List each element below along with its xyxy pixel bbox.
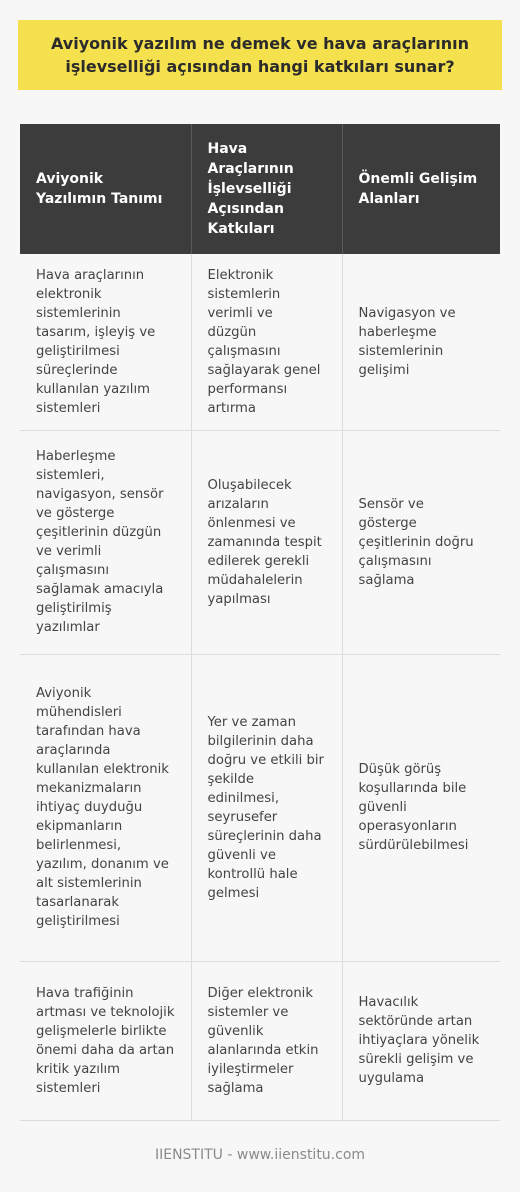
column-header-definition: Aviyonik Yazılımın Tanımı: [20, 124, 191, 254]
table-cell: Aviyonik mühendisleri tarafından hava araçlarında kullanılan elektronik mekanizmaların ihtiyaç duyduğu ekipmanların belirlenmesi, yazılım, donanım ve alt sistemlerinin tasarlanarak geliştirilmesi: [20, 654, 191, 961]
column-header-contributions: Hava Araçlarının İşlevselliği Açısından Katkıları: [191, 124, 342, 254]
comparison-table: [20, 124, 500, 1121]
table-cell: Elektronik sistemlerin verimli ve düzgün çalışmasını sağlayarak genel performansı artırma: [191, 254, 342, 430]
table-cell: Diğer elektronik sistemler ve güvenlik alanlarında etkin iyileştirmeler sağlama: [191, 961, 342, 1120]
table-cell: Oluşabilecek arızaların önlenmesi ve zamanında tespit edilerek gerekli müdahalelerin yapılması: [191, 430, 342, 654]
page-title: Aviyonik yazılım ne demek ve hava araçlarının işlevselliği açısından hangi katkıları sunar?: [18, 20, 502, 90]
table-cell: Havacılık sektöründe artan ihtiyaçlara yönelik sürekli gelişim ve uygulama: [342, 961, 500, 1120]
table-row: [20, 254, 500, 430]
table-cell: Navigasyon ve haberleşme sistemlerinin gelişimi: [342, 254, 500, 430]
table-header-row: [20, 124, 500, 254]
table-cell: Hava araçlarının elektronik sistemlerinin tasarım, işleyiş ve geliştirilmesi süreçlerinde kullanılan yazılım sistemleri: [20, 254, 191, 430]
footer-credit: IIENSTITU - www.iienstitu.com: [154, 1147, 366, 1163]
table-cell: Sensör ve gösterge çeşitlerinin doğru çalışmasını sağlama: [342, 430, 500, 654]
column-header-development-areas: Önemli Gelişim Alanları: [342, 124, 500, 254]
table-cell: Haberleşme sistemleri, navigasyon, sensör ve gösterge çeşitlerinin düzgün ve verimli çalışmasını sağlamak amacıyla geliştirilmiş yazılımlar: [20, 430, 191, 654]
table-cell: Yer ve zaman bilgilerinin daha doğru ve etkili bir şekilde edinilmesi, seyrusefer süreçlerinin daha güvenli ve kontrollü hale gelmesi: [191, 654, 342, 961]
table-cell: Düşük görüş koşullarında bile güvenli operasyonların sürdürülebilmesi: [342, 654, 500, 961]
table-row: [20, 654, 500, 961]
table-row: [20, 430, 500, 654]
table-row: [20, 961, 500, 1120]
table-cell: Hava trafiğinin artması ve teknolojik gelişmelerle birlikte önemi daha da artan kritik yazılım sistemleri: [20, 961, 191, 1120]
